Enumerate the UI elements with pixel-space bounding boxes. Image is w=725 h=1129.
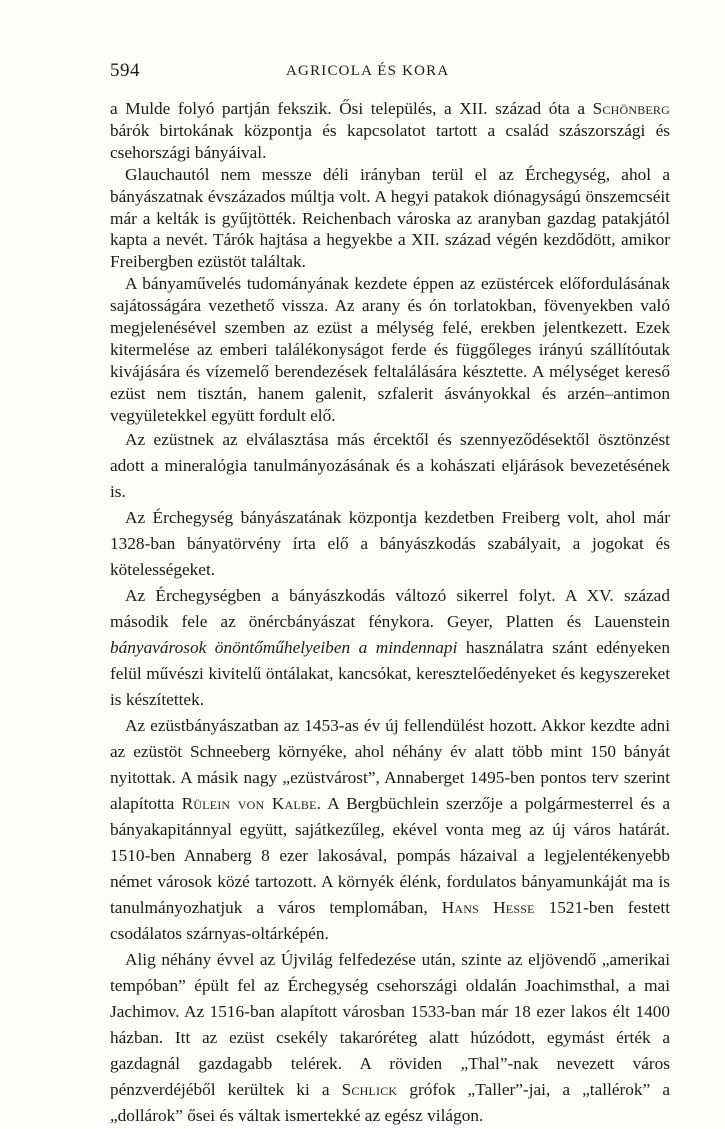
paragraph (110, 98, 670, 164)
text-run: a Mulde folyó partján fekszik. Ősi település, a XII. század óta a (110, 99, 593, 118)
proper-name: Schönberg (592, 99, 670, 118)
paragraph (110, 583, 670, 713)
paragraph (110, 427, 670, 505)
text-run: bárók birtokának központja és kapcsolatot tartott a család szászországi és csehországi bányáival. (110, 120, 670, 162)
proper-name: Schlick (341, 1079, 398, 1099)
running-head: AGRICOLA ÉS KORA (286, 63, 450, 79)
paragraph (110, 273, 670, 426)
text-run: Az Érchegység bányászatának központja kezdetben Freiberg volt, ahol már 1328-ban bányatörvény írta elő a bányászkodás szabályait, a jogokat és kötelességeket. (110, 507, 670, 579)
text-run: grófok „Taller”-jai, a „tallérok” a „dollárok” ősei és váltak ismertekké az egész világon. (110, 1079, 670, 1125)
text-run: . A Bergbüchlein szerzője a polgármesterrel és a bányakapitánnyal együtt, sajátkezűleg, ekével vonta meg az új város határát. 1510-ben Annaberg 8 ezer lakosával, pompás házaival a legjelentékenyebb német városok közé tartozott. A környék élénk, fordulatos bányamunkáját ma is tanulmányozhatjuk a város templomában, (110, 793, 671, 917)
text-run: 1521-ben festett csodálatos szárnyas-oltárképén. (110, 897, 670, 943)
text-run: használatra szánt edényeken felül művészi kivitelű öntálakat, kancsókat, keresztelőedényeket és kegyszereket is készítettek. (110, 637, 670, 709)
italic-text: bányavárosok önöntőműhelyeiben a mindennapi (110, 637, 458, 657)
text-run: Glauchautól nem messze déli irányban terül el az Érchegység, ahol a bányászatnak évszázados múltja volt. A hegyi patakok diónagyságú önszemcséit már a kelták is gyűjtötték. Reichenbach városka az aranyban gazdag patakjától kapta a nevét. Tárók hajtása a hegyekbe a XII. század végén kezdődött, amikor Freibergben ezüstöt találtak. (110, 164, 670, 272)
page-header (110, 60, 670, 86)
text-run: Az Érchegységben a bányászkodás változó sikerrel folyt. A XV. század második fele az önércbányászat fénykora. Geyer, Platten és Lauenstein (110, 585, 670, 631)
body-text (110, 98, 670, 1129)
proper-name: Rülein von Kalbe (181, 793, 317, 813)
text-run: Alig néhány évvel az Újvilág felfedezése után, szinte az eljövendő „amerikai tempóban” épült fel az Érchegység csehországi oldalán Joachimsthal, a mai Jachimov. Az 1516-ban alapított városban 1533-ban már 18 ezer lakos élt 1400 házban. Itt az ezüst csekély takaróréteg alatt húzódott, egymást érték a gazdagnál gazdagabb telérek. A röviden „Thal”-nak nevezett város pénzverdéjéből kerültek ki a (110, 949, 670, 1099)
paragraph (110, 505, 670, 583)
paragraph (110, 164, 670, 274)
text-run: Az ezüstbányászatban az 1453-as év új fellendülést hozott. Akkor kezdte adni az ezüstöt Schneeberg környéke, ahol néhány év alatt több mint 150 bányát nyitottak. A másik nagy „ezüstvárost”, Annaberget 1495-ben pontos terv szerint alapította (110, 715, 670, 813)
paragraph (110, 713, 670, 947)
proper-name: Hans Hesse (441, 897, 535, 917)
page-number: 594 (110, 60, 140, 81)
text-run: A bányaművelés tudományának kezdete éppen az ezüstércek előfordulásának sajátosságára vezethető vissza. Az arany és ón torlatokban, fövenyekben való megjelenésével szemben az ezüst a mélység felé, erekben jelentkezett. Ezek kitermelése az emberi találékonyságot ferde és függőleges irányú szállítóutak kivájására és vízemelő berendezések feltalálására késztette. A mélységet kereső ezüst nem tisztán, hanem galenit, szfalerit ásványokkal és arzén–antimon vegyületekkel együtt fordult elő. (110, 274, 670, 425)
text-run: Az ezüstnek az elválasztása más ércektől és szennyeződésektől ösztönzést adott a mineralógia tanulmányozásának és a kohászati eljárások bevezetésének is. (110, 429, 670, 501)
paragraph (110, 947, 670, 1129)
